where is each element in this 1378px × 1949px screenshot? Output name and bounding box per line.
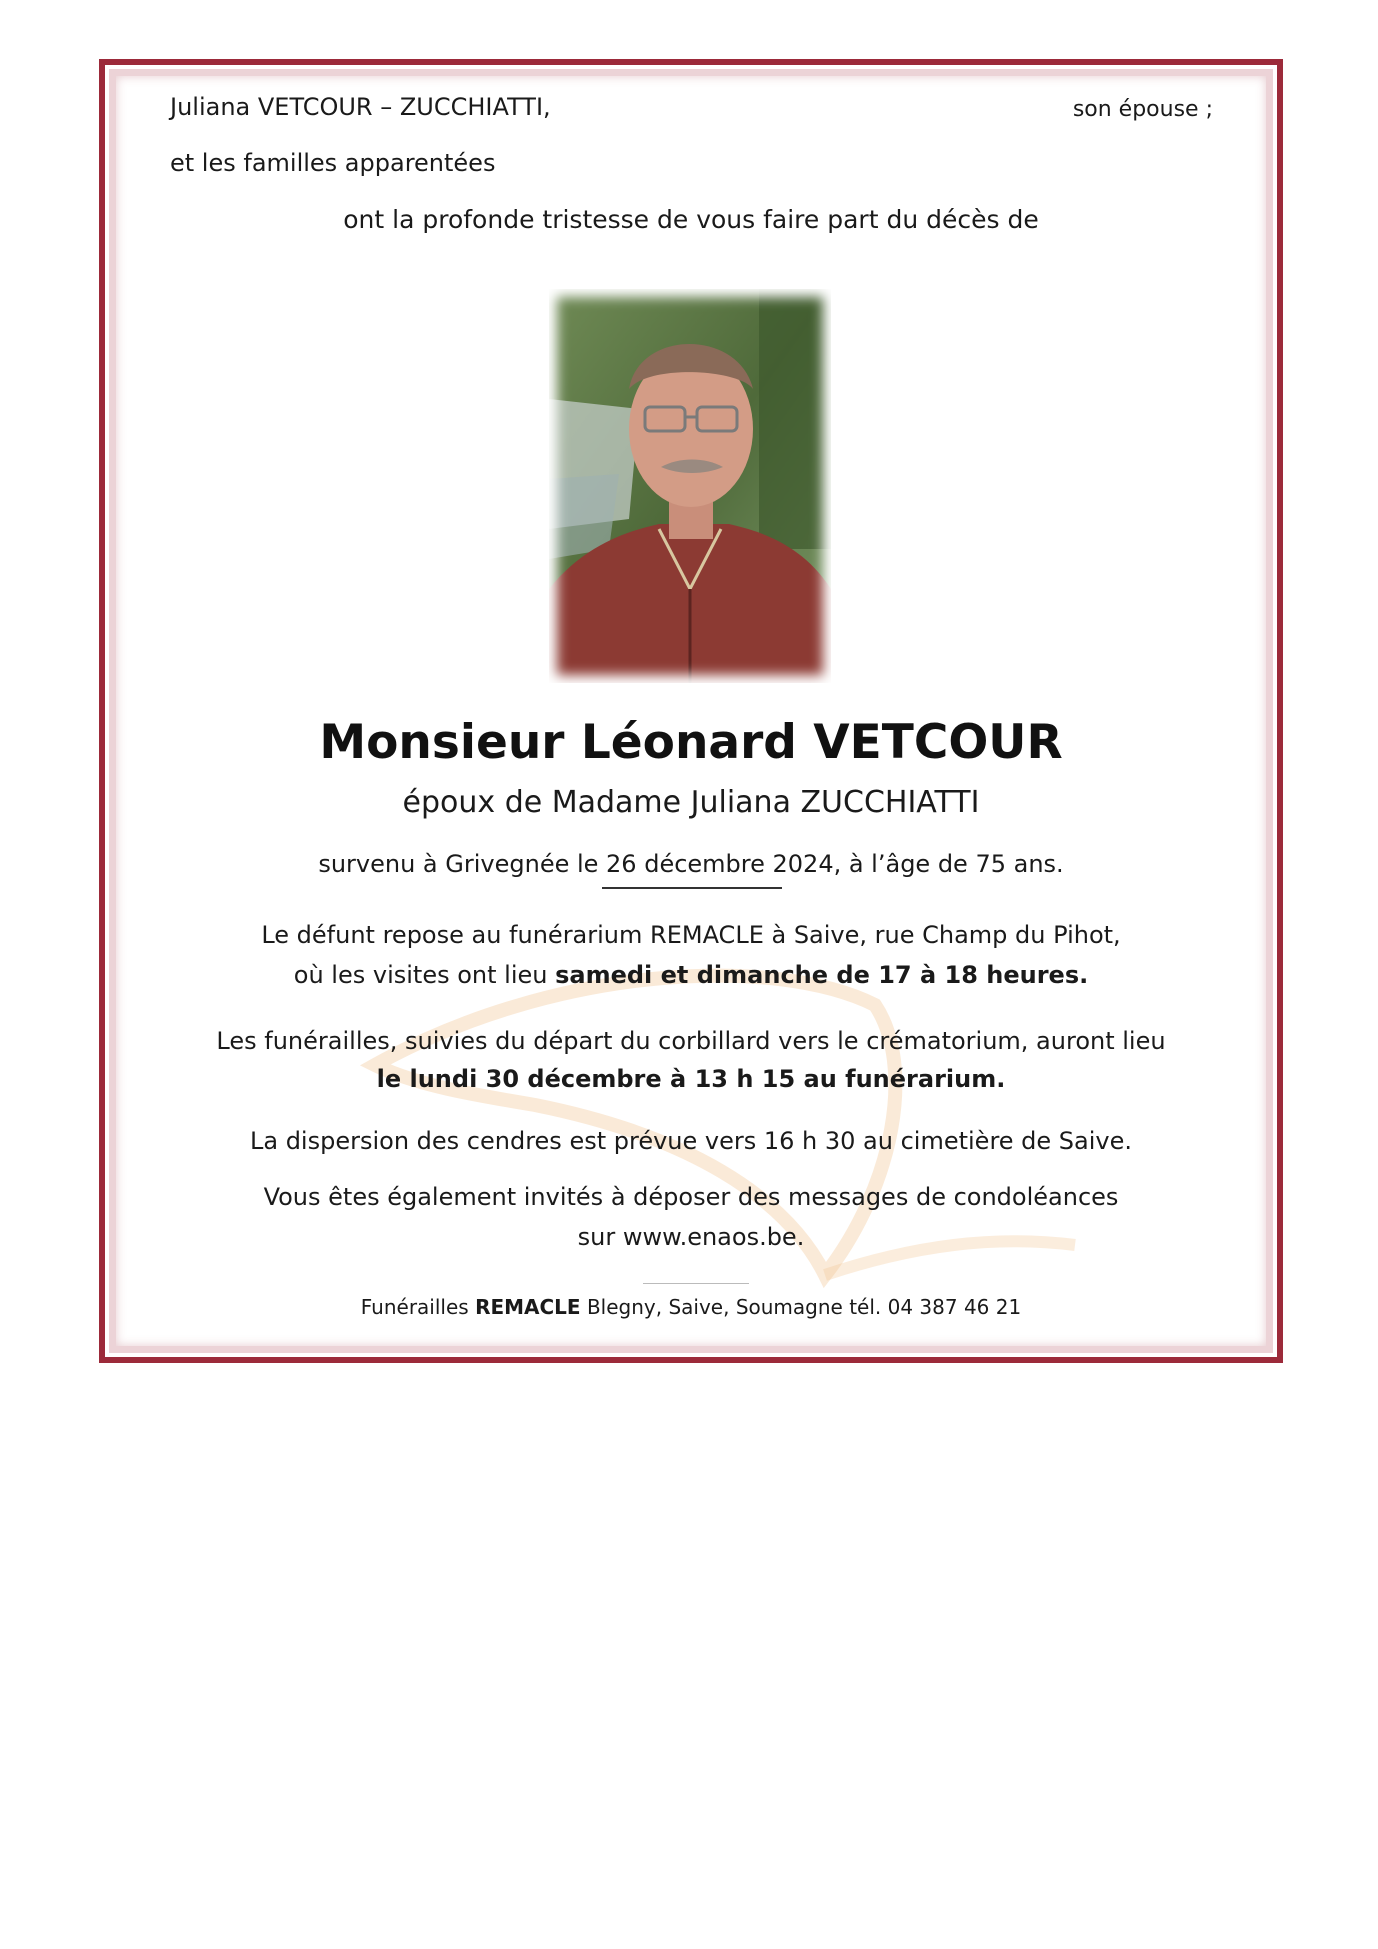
spouse-line: époux de Madame Juliana ZUCCHIATTI (402, 785, 980, 820)
footer-divider (643, 1283, 749, 1284)
obituary-card (99, 59, 1283, 1363)
divider (602, 887, 782, 889)
visitation-line-2 (105, 961, 1277, 989)
visitation-line-1: Le défunt repose au funérarium REMACLE à Saive, rue Champ du Pihot, (261, 921, 1121, 949)
family-name: Juliana VETCOUR – ZUCCHIATTI, (170, 93, 551, 121)
deceased-photo (549, 289, 831, 683)
funeral-date: le lundi 30 décembre à 13 h 15 au funérarium. (376, 1065, 1006, 1093)
relation-label: son épouse ; (1072, 97, 1213, 122)
ashes-dispersion: La dispersion des cendres est prévue vers 16 h 30 au cimetière de Saive. (249, 1127, 1133, 1155)
funeral-home-footer (105, 1295, 1277, 1319)
deceased-name: Monsieur Léonard VETCOUR (319, 715, 1063, 770)
visitation-hours: samedi et dimanche de 17 à 18 heures. (555, 961, 1089, 989)
condolences-line-1: Vous êtes également invités à déposer des messages de condoléances (263, 1183, 1119, 1211)
visitation-prefix: où les visites ont lieu (293, 961, 556, 989)
condolences-line-2: sur www.enaos.be. (577, 1223, 805, 1251)
families-line: et les familles apparentées (170, 149, 496, 177)
death-details: survenu à Grivegnée le 26 décembre 2024, à l’âge de 75 ans. (318, 850, 1064, 878)
footer-brand: REMACLE (475, 1295, 581, 1319)
announcement-intro: ont la profonde tristesse de vous faire part du décès de (343, 205, 1039, 234)
footer-prefix: Funérailles (360, 1295, 476, 1319)
footer-contact: Blegny, Saive, Soumagne tél. 04 387 46 21 (580, 1295, 1022, 1319)
funeral-line-1: Les funérailles, suivies du départ du corbillard vers le crématorium, auront lieu (216, 1027, 1166, 1055)
